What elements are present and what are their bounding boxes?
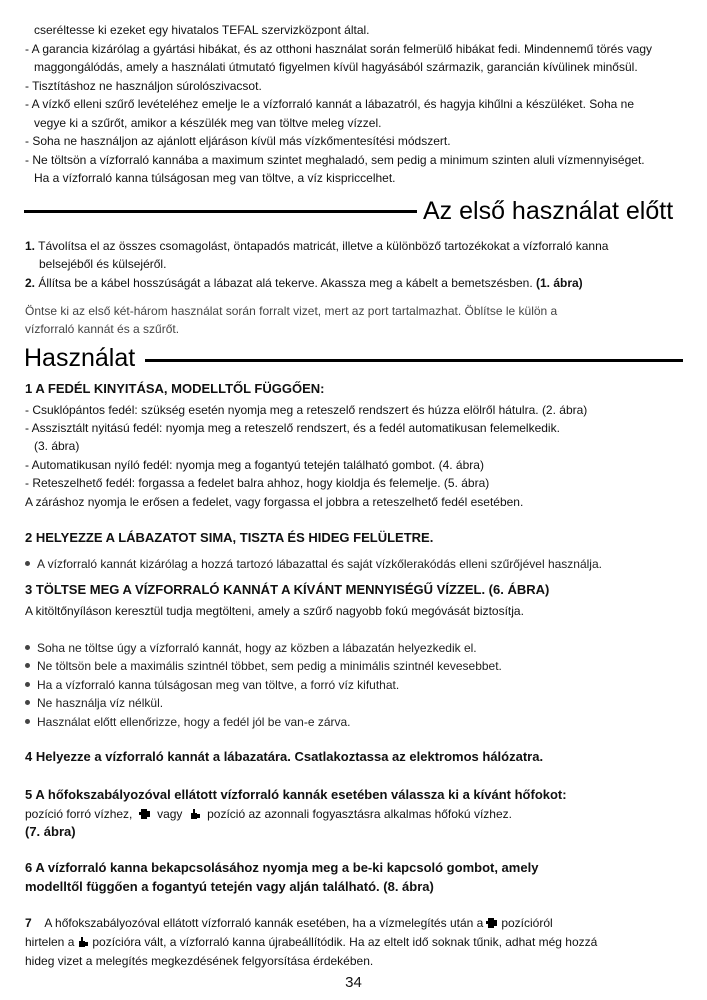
section-7-line: hideg vizet a melegítés megkezdésének felgyorsítása érdekében. xyxy=(25,954,374,968)
intro-line: - A garancia kizárólag a gyártási hibákat, és az otthoni használat során felmerülő hibákat fedi. Mindennemű törés vagy xyxy=(25,42,653,56)
step-number: 2. xyxy=(25,276,36,290)
hot-water-icon xyxy=(486,917,498,929)
figure-ref: (1. ábra) xyxy=(536,276,583,290)
first-use-step-1-cont: belsejéből és külsejéről. xyxy=(39,257,167,271)
bullet-text: Ha a vízforraló kanna túlságosan meg van töltve, a forró víz kifuthat. xyxy=(37,678,400,692)
step-number: 1. xyxy=(25,239,36,253)
section-6-title-cont: modelltől függően a fogantyú tetején vagy alján található. (8. ábra) xyxy=(25,879,434,894)
section-3-title: 3 TÖLTSE MEG A VÍZFORRALÓ KANNÁT A KÍVÁNT MENNYISÉGŰ VÍZZEL. (6. ÁBRA) xyxy=(25,582,550,597)
warm-water-icon xyxy=(189,808,201,820)
section-5-line xyxy=(25,806,512,822)
section-2-bullet xyxy=(25,556,602,572)
heading-rule xyxy=(145,359,683,362)
intro-line: - Soha ne használjon az ajánlott eljáráson kívül más vízkőmentesítési módszert. xyxy=(25,134,451,148)
section-1-line: (3. ábra) xyxy=(34,439,80,453)
section-3-bullet xyxy=(25,640,477,656)
section-1-line: - Automatikusan nyíló fedél: nyomja meg a fogantyú tetején található gombot. (4. ábra) xyxy=(25,458,484,472)
section-5-text: vagy xyxy=(157,807,183,821)
bullet-text: Soha ne töltse úgy a vízforraló kannát, hogy az közben a lábazatán helyezkedik el. xyxy=(37,641,477,655)
section-7-text: pozícióra vált, a vízforraló kanna újrabeállítódik. Ha az eltelt idő soknak tűnik, adhat még hozzá xyxy=(92,935,598,949)
section-1-line: - Reteszelhető fedél: forgassa a fedelet balra ahhoz, hogy kioldja és felemelje. (5. ábra) xyxy=(25,476,490,490)
warm-water-icon xyxy=(77,936,89,948)
intro-line: - Tisztításhoz ne használjon súrolószivacsot. xyxy=(25,79,262,93)
hot-water-icon xyxy=(139,808,151,820)
section-1-title: 1 A FEDÉL KINYITÁSA, MODELLTŐL FÜGGŐEN: xyxy=(25,381,325,396)
step-number: 7 xyxy=(25,916,32,930)
section-6-title: 6 A vízforraló kanna bekapcsolásához nyomja meg a be-ki kapcsoló gombot, amely xyxy=(25,860,539,875)
bullet-text: Használat előtt ellenőrizze, hogy a fedél jól be van-e zárva. xyxy=(37,715,351,729)
section-7-line xyxy=(25,915,553,931)
usage-heading: Használat xyxy=(24,344,136,372)
step-text: Távolítsa el az összes csomagolást, öntapadós matricát, illetve a különböző tartozékokat a vízforraló kanna xyxy=(38,239,609,253)
section-7-text: A hőfokszabályozóval ellátott vízforraló kannák esetében, ha a vízmelegítés után a xyxy=(44,916,484,930)
first-use-note: Öntse ki az első két-három használat során forralt vizet, mert az port tartalmazhat. Öblítse le külön a xyxy=(25,304,558,318)
section-1-line: - Csuklópántos fedél: szükség esetén nyomja meg a reteszelő rendszert és húzza elölről hátulra. (2. ábra) xyxy=(25,403,588,417)
intro-line: maggongálódás, amely a használati útmutató figyelmen kívül hagyásából származik, garancián kívülinek minősül. xyxy=(34,60,638,74)
intro-line: vegye ki a szűrőt, amikor a készülék meg van töltve meleg vízzel. xyxy=(34,116,382,130)
section-7-text: hirtelen a xyxy=(25,935,75,949)
section-2-title: 2 HELYEZZE A LÁBAZATOT SIMA, TISZTA ÉS HIDEG FELÜLETRE. xyxy=(25,530,434,545)
heading-rule xyxy=(24,210,417,213)
section-7-text: pozícióról xyxy=(501,916,553,930)
first-use-step-1 xyxy=(25,238,608,254)
intro-line: cseréltesse ki ezeket egy hivatalos TEFAL szervizközpont által. xyxy=(34,23,370,37)
step-text: Állítsa be a kábel hosszúságát a lábazat alá tekerve. Akassza meg a kábelt a bemetszésben. xyxy=(38,276,533,290)
section-3-bullet xyxy=(25,714,351,730)
section-5-title: 5 A hőfokszabályozóval ellátott vízforraló kannák esetében válassza ki a kívánt hőfokot: xyxy=(25,787,567,802)
bullet-dot xyxy=(25,561,30,566)
intro-line: Ha a vízforraló kanna túlságosan meg van töltve, a víz kispriccelhet. xyxy=(34,171,396,185)
bullet-dot xyxy=(25,663,30,668)
section-1-line: - Asszisztált nyitású fedél: nyomja meg a reteszelő rendszert, és a fedél automatikusan felemelkedik. xyxy=(25,421,560,435)
section-3-bullet xyxy=(25,677,399,693)
section-3-bullet xyxy=(25,695,163,711)
section-5-text: pozíció forró vízhez, xyxy=(25,807,133,821)
bullet-dot xyxy=(25,700,30,705)
first-use-step-2 xyxy=(25,275,583,291)
intro-line: - Ne töltsön a vízforraló kannába a maximum szintet meghaladó, sem pedig a minimum szinten aluli vízmennyiséget. xyxy=(25,153,645,167)
figure-ref: (7. ábra) xyxy=(25,824,76,839)
bullet-text: A vízforraló kannát kizárólag a hozzá tartozó lábazattal és saját vízkőlerakódás elleni szűrőjével használja. xyxy=(37,557,602,571)
bullet-dot xyxy=(25,719,30,724)
section-1-line: A záráshoz nyomja le erősen a fedelet, vagy forgassa el jobbra a reteszelhető fedél esetében. xyxy=(25,495,524,509)
first-use-heading: Az első használat előtt xyxy=(423,197,674,225)
bullet-dot xyxy=(25,645,30,650)
intro-line: - A vízkő elleni szűrő levételéhez emelje le a vízforraló kannát a lábazatról, és hagyja kihűlni a készüléket. Soha ne xyxy=(25,97,635,111)
page-number: 34 xyxy=(345,974,362,991)
bullet-text: Ne használja víz nélkül. xyxy=(37,696,164,710)
first-use-note: vízforraló kannát és a szűrőt. xyxy=(25,322,180,336)
bullet-dot xyxy=(25,682,30,687)
section-3-text: A kitöltőnyíláson keresztül tudja megtölteni, amely a szűrő nagyobb fokú megóvását biztosítja. xyxy=(25,604,524,618)
section-3-bullet xyxy=(25,658,502,674)
section-5-text: pozíció az azonnali fogyasztásra alkalmas hőfokú vízhez. xyxy=(207,807,512,821)
section-7-line xyxy=(25,934,597,950)
bullet-text: Ne töltsön bele a maximális szintnél többet, sem pedig a minimális szintnél kevesebbet. xyxy=(37,659,502,673)
section-4-title: 4 Helyezze a vízforraló kannát a lábazatára. Csatlakoztassa az elektromos hálózatra. xyxy=(25,749,544,764)
